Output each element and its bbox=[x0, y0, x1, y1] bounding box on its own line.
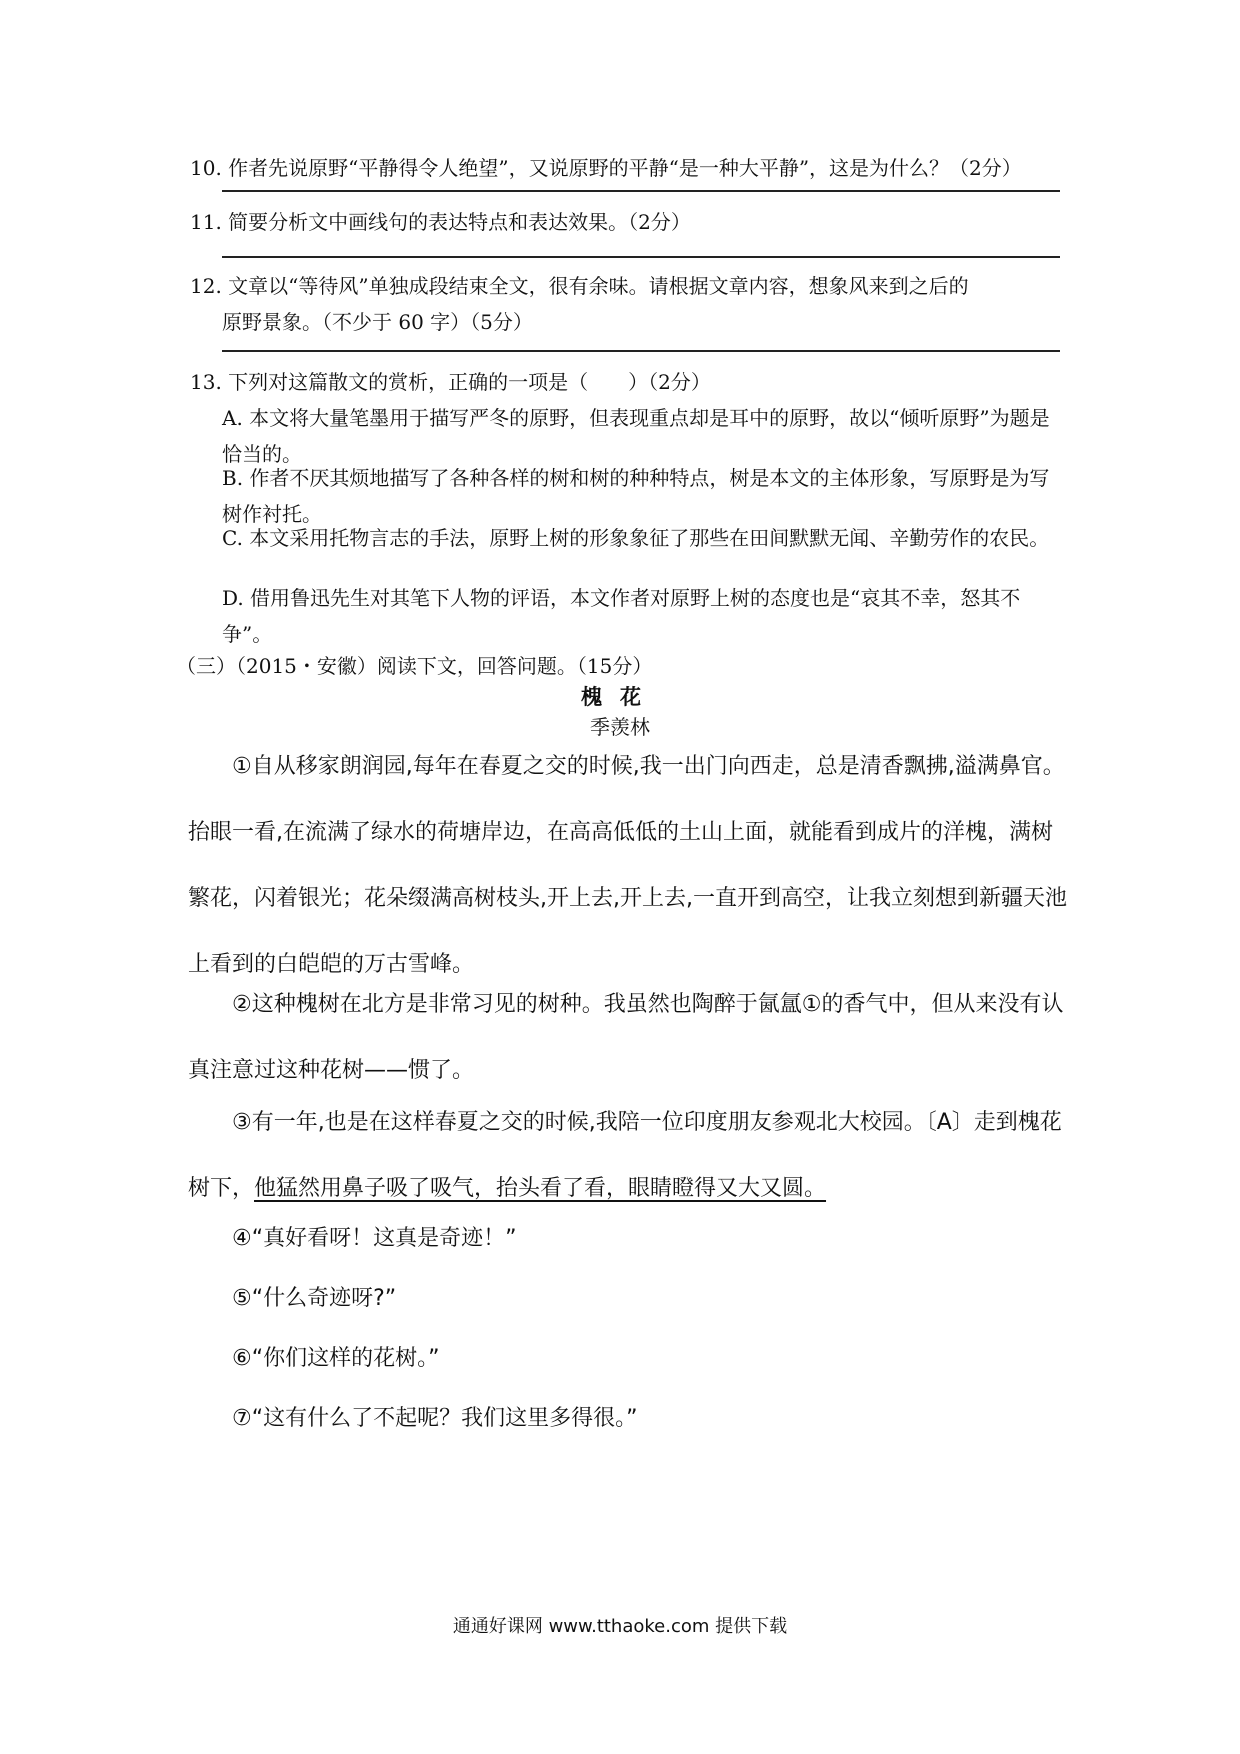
answer-line-11 bbox=[222, 256, 1060, 258]
paragraph-3 bbox=[188, 1090, 1068, 1222]
option-b: B. 作者不厌其烦地描写了各种各样的树和树的种种特点，树是本文的主体形象，写原野是为写树作衬托。 bbox=[222, 466, 1050, 526]
answer-line-12 bbox=[222, 350, 1060, 352]
paragraph-4: ④“真好看呀！这真是奇迹！” bbox=[232, 1226, 517, 1251]
passage-title: 槐花 bbox=[581, 684, 659, 709]
paragraph-5: ⑤“什么奇迹呀?” bbox=[232, 1286, 397, 1311]
option-c: C. 本文采用托物言志的手法，原野上树的形象象征了那些在田间默默无闻、辛勤劳作的农民。 bbox=[222, 526, 1050, 550]
paragraph-3-text: ③有一年,也是在这样春夏之交的时候,我陪一位印度朋友参观北大校园。〔A〕走到槐花树下， bbox=[188, 1110, 1062, 1201]
paragraph-1: ①自从移家朗润园,每年在春夏之交的时候,我一出门向西走，总是清香飘拂,溢满鼻官。抬眼一看,在流满了绿水的荷塘岸边，在高高低低的土山上面，就能看到成片的洋槐，满树繁花，闪着银光；花朵缀满高树枝头,开上去,开上去,一直开到高空，让我立刻想到新疆天池上看到的白皑皑的万古雪峰。 bbox=[188, 754, 1067, 977]
passage-author: 季羡林 bbox=[590, 715, 650, 739]
paragraph-2: ②这种槐树在北方是非常习见的树种。我虽然也陶醉于氤氲①的香气中，但从来没有认真注意过这种花树——惯了。 bbox=[188, 992, 1064, 1083]
question-11: 11. 简要分析文中画线句的表达特点和表达效果。（2分） bbox=[190, 210, 691, 234]
underlined-sentence: 他猛然用鼻子吸了吸气，抬头看了看，眼睛瞪得又大又圆。 bbox=[254, 1176, 827, 1201]
footer-credit: 通通好课网 www.tthaoke.com 提供下载 bbox=[452, 1616, 788, 1637]
question-13: 13. 下列对这篇散文的赏析，正确的一项是（ ）（2分） bbox=[190, 370, 711, 394]
question-10: 10. 作者先说原野“平静得令人绝望”，又说原野的平静“是一种大平静”，这是为什么？（2分） bbox=[190, 156, 1022, 180]
paragraph-6: ⑥“你们这样的花树。” bbox=[232, 1346, 440, 1371]
question-12-line-2: 原野景象。（不少于 60 字）（5分） bbox=[222, 310, 533, 334]
answer-line-10 bbox=[222, 190, 1060, 192]
option-d: D. 借用鲁迅先生对其笔下人物的评语，本文作者对原野上树的态度也是“哀其不幸，怒其不争”。 bbox=[222, 586, 1021, 646]
option-a: A. 本文将大量笔墨用于描写严冬的原野，但表现重点却是耳中的原野，故以“倾听原野”为题是恰当的。 bbox=[222, 406, 1050, 466]
section-heading: （三）（2015・安徽）阅读下文，回答问题。（15分） bbox=[176, 654, 653, 678]
paragraph-7: ⑦“这有什么了不起呢？我们这里多得很。” bbox=[232, 1406, 638, 1431]
question-12-line-1: 12. 文章以“等待风”单独成段结束全文，很有余味。请根据文章内容，想象风来到之后的 bbox=[190, 274, 969, 298]
